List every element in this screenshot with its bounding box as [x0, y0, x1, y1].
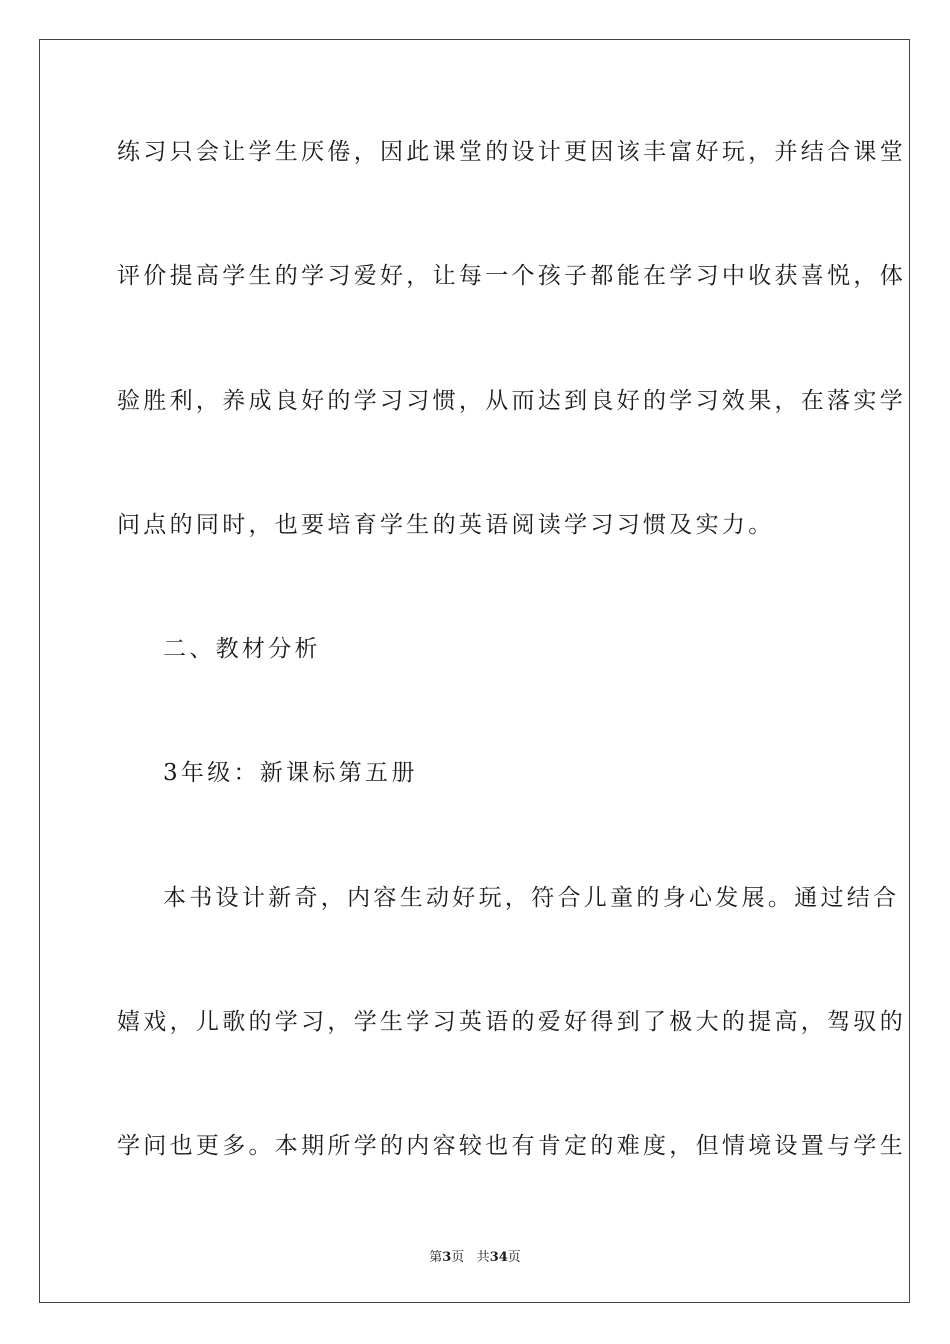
body-line-3: 验胜利，养成良好的学习习惯，从而达到良好的学习效果，在落实学	[117, 388, 906, 414]
body-line-5: 本书设计新奇，内容生动好玩，符合儿童的身心发展。通过结合	[163, 885, 900, 911]
total-prefix: 共	[476, 1250, 490, 1265]
body-line-7: 学问也更多。本期所学的内容较也有肯定的难度，但情境设置与学生	[117, 1133, 906, 1159]
page-prefix: 第	[429, 1250, 443, 1265]
body-line-4: 问点的同时，也要培育学生的英语阅读学习习惯及实力。	[117, 512, 775, 538]
total-suffix: 页	[507, 1250, 521, 1265]
page-border	[39, 39, 910, 1303]
page-footer	[0, 1246, 950, 1265]
body-line-1: 练习只会让学生厌倦，因此课堂的设计更因该丰富好玩，并结合课堂	[117, 139, 906, 165]
grade-label: 3年级：新课标第五册	[163, 760, 418, 786]
section-heading: 二、教材分析	[163, 636, 321, 662]
page-suffix: 页	[451, 1250, 465, 1265]
body-line-6: 嬉戏，儿歌的学习，学生学习英语的爱好得到了极大的提高，驾驭的	[117, 1009, 906, 1035]
body-line-2: 评价提高学生的学习爱好，让每一个孩子都能在学习中收获喜悦，体	[117, 263, 906, 289]
page-number: 3	[442, 1250, 452, 1265]
total-pages: 34	[489, 1250, 508, 1265]
